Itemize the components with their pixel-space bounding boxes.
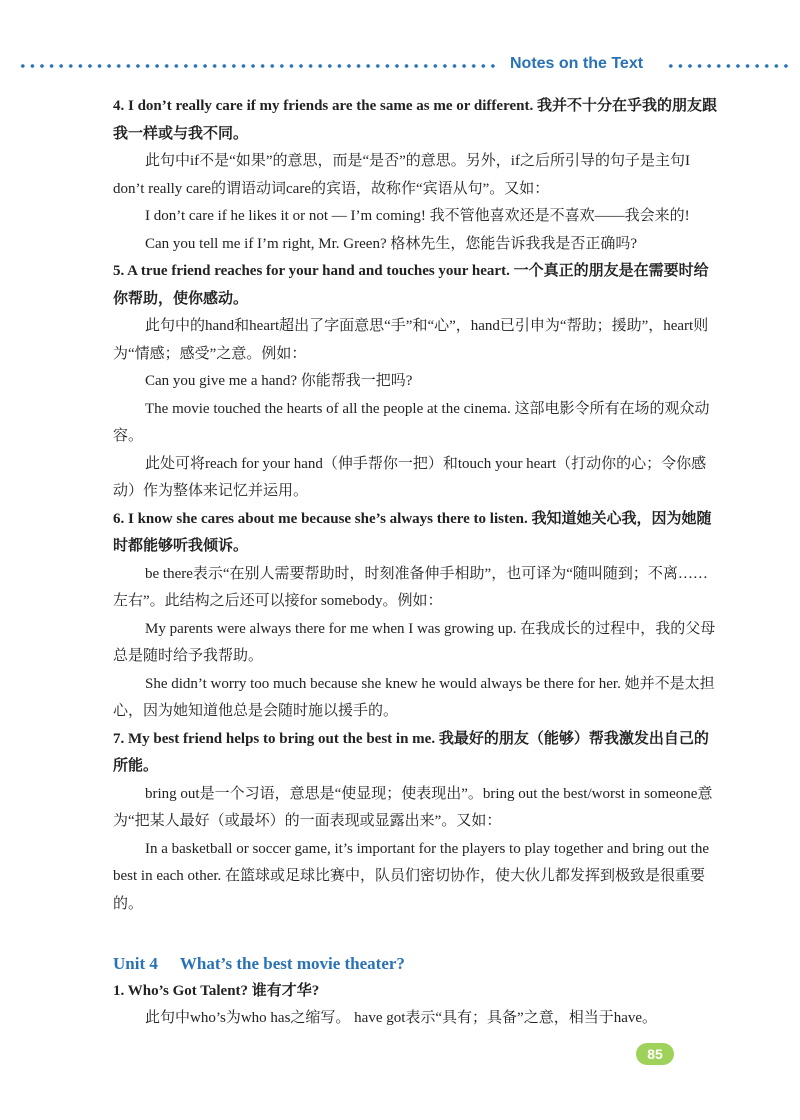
note-paragraph: bring out是一个习语，意思是“使显现；使表现出”。bring out the best/worst in someone意为“把某人最好（或最坏）的一面表现或显露出来”。又如： [113,785,713,829]
note-paragraph: 此句中who’s为who has之缩写。 have got表示“具有；具备”之意，相当于have。 [145,1010,658,1026]
example-sentence: The movie touched the hearts of all the people at the cinema. 这部电影令所有在场的观众动容。 [113,400,710,444]
unit-label: Unit 4 [113,954,158,973]
unit-heading [113,950,721,978]
page-number-badge: 85 [636,1043,674,1065]
header-dotted-line-right [666,62,790,70]
example-sentence: In a basketball or soccer game, it’s important for the players to play together and bring out the best in each other. 在篮球或足球比赛中，队员们密切协作，使大伙儿都发挥到极致是很重要的。 [113,840,709,912]
unit-note-heading-1: 1. Who’s Got Talent? 谁有才华? [113,982,320,999]
page-content [113,93,721,1033]
note-paragraph: 此句中if不是“如果”的意思，而是“是否”的意思。另外，if之后所引导的句子是主句I don’t really care的谓语动词care的宾语，故称作“宾语从句”。又如： [113,153,690,197]
note-heading-5: 5. A true friend reaches for your hand and touches your heart. 一个真正的朋友是在需要时给你帮助，使你感动。 [113,263,709,307]
note-paragraph: 此句中的hand和heart超出了字面意思“手”和“心”，hand已引申为“帮助；援助”，heart则为“情感；感受”之意。例如： [113,318,709,362]
example-sentence: She didn’t worry too much because she knew he would always be there for her. 她并不是太担心，因为她知道他总是会随时施以援手的。 [113,675,715,719]
unit-title: What’s the best movie theater? [179,954,405,973]
example-sentence: I don’t care if he likes it or not — I’m coming! 我不管他喜欢还是不喜欢——我会来的! [145,208,690,224]
note-paragraph: 此处可将reach for your hand（伸手帮你一把）和touch your heart（打动你的心；令你感动）作为整体来记忆并运用。 [113,455,707,499]
note-heading-7: 7. My best friend helps to bring out the best in me. 我最好的朋友（能够）帮我激发出自己的所能。 [113,730,709,774]
note-heading-4: 4. I don’t really care if my friends are the same as me or different. 我并不十分在乎我的朋友跟我一样或与我不同。 [113,98,717,142]
header-title: Notes on the Text [510,55,644,72]
note-heading-6: 6. I know she cares about me because she’s always there to listen. 我知道她关心我，因为她随时都能够听我倾诉。 [113,510,712,554]
example-sentence: Can you give me a hand? 你能帮我一把吗? [145,373,413,389]
example-sentence: My parents were always there for me when I was growing up. 在我成长的过程中，我的父母总是随时给予我帮助。 [113,620,716,664]
header-dotted-line-left [18,62,500,70]
note-paragraph: be there表示“在别人需要帮助时，时刻准备伸手相助”，也可译为“随叫随到；不离……左右”。此结构之后还可以接for somebody。例如： [113,565,708,609]
page-header [18,55,790,82]
example-sentence: Can you tell me if I’m right, Mr. Green? 格林先生，您能告诉我我是否正确吗? [145,235,638,252]
